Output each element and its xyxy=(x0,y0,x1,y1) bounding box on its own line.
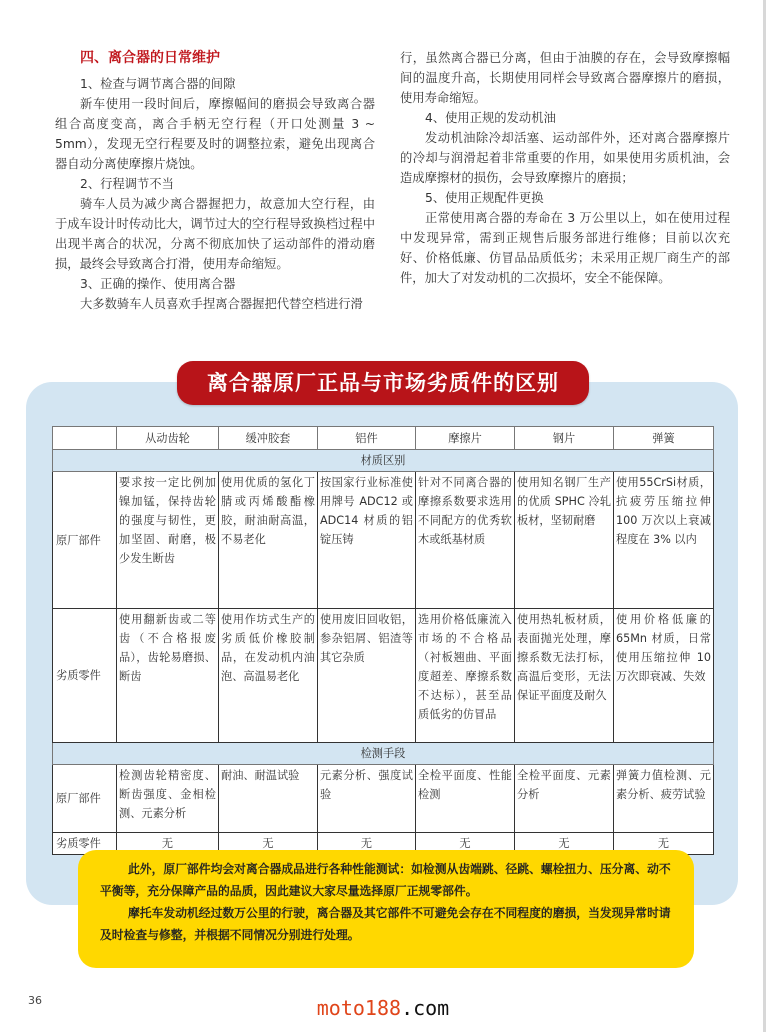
row-label: 劣质零件 xyxy=(53,609,117,743)
table-cell: 要求按一定比例加镍加锰，保持齿轮的强度与韧性，更加坚固、耐磨，极少发生断齿 xyxy=(117,472,219,609)
column-header xyxy=(53,427,117,450)
table-cell: 使用翻新齿或二等齿（不合格报废品），齿轮易磨损、断齿 xyxy=(117,609,219,743)
right-column xyxy=(400,48,730,288)
table-row xyxy=(53,765,714,833)
table-header-row xyxy=(53,427,714,450)
table-cell: 无 xyxy=(515,833,614,855)
note-paragraph: 此外，原厂部件均会对离合器成品进行各种性能测试：如检测从齿端跳、径跳、螺栓扭力、压分离、动不平衡等，充分保障产品的品质，因此建议大家尽量选择原厂正规零部件。 xyxy=(100,862,671,898)
item-heading: 5、使用正规配件更换 xyxy=(425,191,544,205)
item-text: 骑车人员为减少离合器握把力，故意加大空行程，由于成车设计时传动比大，调节过大的空行程导致换档过程中出现半离合的状况，分离不彻底加快了运动部件的滑动磨损，最终会导致离合打滑，使用寿命缩短。 xyxy=(55,197,375,271)
item-heading: 4、使用正规的发动机油 xyxy=(425,111,556,125)
table-cell: 检测齿轮精密度、断齿强度、金相检测、元素分析 xyxy=(117,765,219,833)
table-row xyxy=(53,472,714,609)
table-cell: 使用价格低廉的65Mn 材质，日常使用压缩拉伸 10 万次即衰减、失效 xyxy=(614,609,714,743)
site-name: moto188 xyxy=(316,996,402,1020)
table-cell: 无 xyxy=(117,833,219,855)
row-label: 劣质零件 xyxy=(53,833,117,855)
item-text: 大多数骑车人员喜欢手捏离合器握把代替空档进行滑 xyxy=(80,297,363,311)
section-row xyxy=(53,743,714,765)
table-cell: 无 xyxy=(614,833,714,855)
section-label: 材质区别 xyxy=(53,450,714,472)
comparison-banner-title: 离合器原厂正品与市场劣质件的区别 xyxy=(177,361,589,405)
page-number: 36 xyxy=(28,994,42,1007)
section-label: 检测手段 xyxy=(53,743,714,765)
table-cell: 全检平面度、元素分析 xyxy=(515,765,614,833)
column-header: 铝件 xyxy=(318,427,416,450)
table-cell: 无 xyxy=(416,833,515,855)
table-cell: 使用知名钢厂生产的优质 SPHC 冷轧板材，坚韧耐磨 xyxy=(515,472,614,609)
section-row xyxy=(53,450,714,472)
table-cell: 弹簧力值检测、元素分析、疲劳试验 xyxy=(614,765,714,833)
row-label: 原厂部件 xyxy=(53,765,117,833)
note-box xyxy=(78,850,694,968)
table-cell: 使用55CrSi材质，抗疲劳压缩拉伸 100 万次以上衰减程度在 3% 以内 xyxy=(614,472,714,609)
item-heading: 2、行程调节不当 xyxy=(80,177,174,191)
item-heading: 1、检查与调节离合器的间隙 xyxy=(80,77,236,91)
table-cell: 全检平面度、性能检测 xyxy=(416,765,515,833)
row-label: 原厂部件 xyxy=(53,472,117,609)
table-cell: 使用废旧回收铝，参杂铝屑、铝渣等其它杂质 xyxy=(318,609,416,743)
site-domain: .com xyxy=(401,996,450,1020)
table-cell: 无 xyxy=(219,833,318,855)
table-cell: 针对不同离合器的摩擦系数要求选用不同配方的优秀软木或纸基材质 xyxy=(416,472,515,609)
item-text: 新车使用一段时间后，摩擦幅间的磨损会导致离合器组合高度变高，离合手柄无空行程（开口处测量 3 ~ 5mm），发现无空行程要及时的调整拉索，避免出现离合器自动分离使摩擦片烧蚀。 xyxy=(55,97,375,171)
continuation-text: 行，虽然离合器已分离，但由于油膜的存在，会导致摩擦幅间的温度升高，长期使用同样会导致离合器摩擦片的磨损，使用寿命缩短。 xyxy=(400,51,730,105)
item-heading: 3、正确的操作、使用离合器 xyxy=(80,277,236,291)
table-cell: 耐油、耐温试验 xyxy=(219,765,318,833)
left-column xyxy=(55,48,375,314)
item-text: 正常使用离合器的寿命在 3 万公里以上，如在使用过程中发现异常，需到正规售后服务部进行维修；目前以次充好、价格低廉、仿冒品品质低劣；未采用正规厂商生产的部件，加大了对发动机的二次损坏，安全不能保障。 xyxy=(400,211,730,285)
table-cell: 元素分析、强度试验 xyxy=(318,765,416,833)
comparison-table xyxy=(52,426,714,855)
column-header: 从动齿轮 xyxy=(117,427,219,450)
table-row xyxy=(53,609,714,743)
column-header: 缓冲胶套 xyxy=(219,427,318,450)
table-cell: 选用价格低廉流入市场的不合格品（衬板翘曲、平面度超差、摩擦系数不达标），甚至品质低劣的仿冒品 xyxy=(416,609,515,743)
note-paragraph: 摩托车发动机经过数万公里的行驶，离合器及其它部件不可避免会存在不同程度的磨损，当发现异常时请及时检查与修整，并根据不同情况分别进行处理。 xyxy=(100,906,671,942)
table-cell: 使用热轧板材质，表面抛光处理，摩擦系数无法打标，高温后变形，无法保证平面度及耐久 xyxy=(515,609,614,743)
table-cell: 使用作坊式生产的劣质低价橡胶制品，在发动机内油泡、高温易老化 xyxy=(219,609,318,743)
section-title: 四、离合器的日常维护 xyxy=(80,50,220,66)
table-cell: 无 xyxy=(318,833,416,855)
column-header: 摩擦片 xyxy=(416,427,515,450)
table-cell: 按国家行业标准使用牌号 ADC12 或 ADC14 材质的铝锭压铸 xyxy=(318,472,416,609)
column-header: 弹簧 xyxy=(614,427,714,450)
column-header: 钢片 xyxy=(515,427,614,450)
item-text: 发动机油除冷却活塞、运动部件外，还对离合器摩擦片的冷却与润滑起着非常重要的作用，如果使用劣质机油，会造成摩擦材的损伤，会导致摩擦片的磨损； xyxy=(400,131,730,185)
table-cell: 使用优质的氢化丁腈或丙烯酸酯橡胶，耐油耐高温，不易老化 xyxy=(219,472,318,609)
site-watermark xyxy=(0,996,766,1020)
